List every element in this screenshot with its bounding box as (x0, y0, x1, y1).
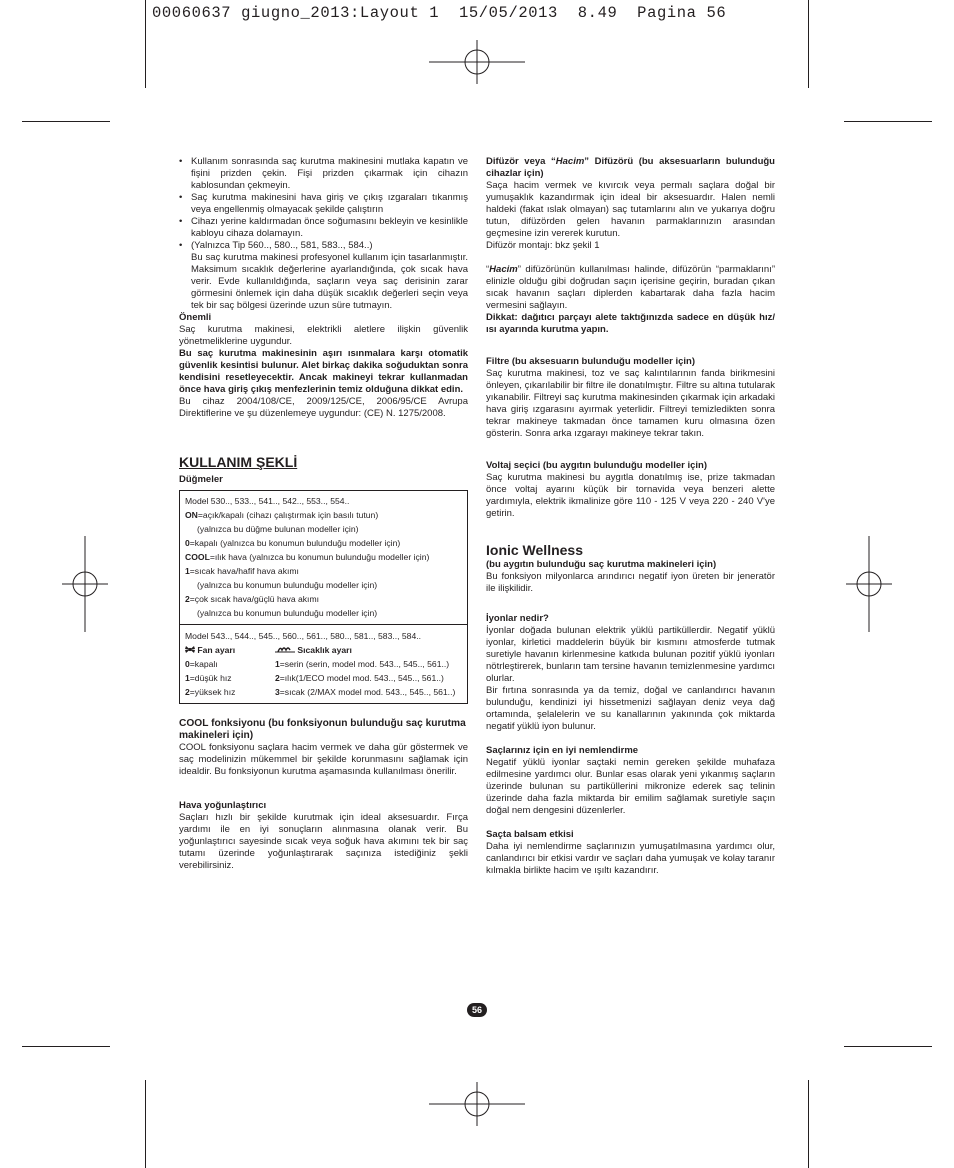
registration-mark-icon (846, 536, 892, 632)
heading-voltaj: Voltaj seçici (bu aygıtın bulunduğu modeller için) (486, 460, 707, 471)
control-text: =sıcak (2/MAX model mod. 543.., 545.., 561..) (279, 687, 456, 697)
paragraph: Difüzör montajı: bkz şekil 1 (486, 240, 600, 251)
text-part-italic: Hacim (489, 264, 518, 275)
fan-icon (185, 645, 195, 654)
control-key: 2 (185, 594, 190, 604)
control-text: =sıcak hava/hafif hava akımı (189, 566, 299, 576)
control-note: (yalnızca bu konumun bulunduğu modeller için) (197, 580, 378, 590)
crop-mark (808, 0, 809, 88)
heading-sac: Saçlarınız için en iyi nemlendirme (486, 745, 639, 756)
paragraph: Daha iyi nemlendirme saçlarınızın yumuşatılmasına yardımcı olur, canlandırıcı bir etkisi vardır ve saçları daha yumuşak ve kolay taranır kılmakla birlikte hacim ve ışıltı kazandırır. (486, 841, 775, 876)
fan-row (185, 685, 275, 699)
control-row (185, 592, 462, 606)
crop-mark (22, 1046, 110, 1047)
heat-row (275, 685, 462, 699)
warning-paragraph: Bu saç kurutma makinesinin aşırı ısınmalara karşı otomatik güvenlik kesintisi bulunur. Alet birkaç dakika soğuduktan sonra kendisini resetleyecektir. Ancak makineyi tekrar kullanmadan önce hava giriş çıkış menfezlerinin temiz olduğuna dikkat edin. (179, 348, 468, 395)
heading-hava: Hava yoğunlaştırıcı (179, 800, 267, 811)
fan-row (185, 657, 275, 671)
list-item-body: Bu saç kurutma makinesi profesyonel kullanım için tasarlanmıştır. Maksimum sıcaklık değerlerine ayarlandığında, çok sıcak hava verir. Evde kullanıldığında, saçların veya saç derisinin zarar görmesini önlemek için daha düşük sıcaklık değerleri seçin veya tek bir saç bölgesi üzerinde uzun süre tutmayın. (191, 252, 468, 311)
heading-balsam: Saçta balsam etkisi (486, 829, 574, 840)
settings-grid (185, 643, 462, 699)
heat-row (275, 671, 462, 685)
control-key: ON (185, 510, 198, 520)
paragraph: Bir fırtına sonrasında ya da temiz, doğal ve canlandırıcı havanın bulunduğu, kendinizi iyi hissetmenizi sağlayan deniz veya dağ ortamında, şelalelerin ve su kanallarının yakınında çok miktarda negatif yüklü iyon bulunur. (486, 685, 775, 732)
heat-icon (275, 645, 295, 654)
right-column (486, 156, 775, 877)
crop-mark (844, 121, 932, 122)
control-note: (yalnızca bu düğme bulunan modeller için) (197, 524, 359, 534)
paragraph: Saç kurutma makinesi bu aygıtla donatılmış ise, prize takmadan önce voltaj ayarını küçük bir tornavida veya benzeri alette yardımıyla, elektrik ikmalinize göre 110 - 125 V veya 220 - 240 V'ye getirin. (486, 472, 775, 519)
fan-header (185, 643, 275, 657)
section-title: Ionic Wellness (486, 542, 583, 558)
warning-paragraph: Dikkat: dağıtıcı parçayı alete taktığınızda sadece en düşük hız/ısı ayarında kurutma yapın. (486, 312, 775, 335)
section-title: KULLANIM ŞEKLİ (179, 454, 298, 470)
heading-iyon: İyonlar nedir? (486, 613, 549, 624)
heading-ionic-sub: (bu aygıtın bulunduğu saç kurutma makineleri için) (486, 559, 717, 570)
paragraph: İyonlar doğada bulunan elektrik yüklü partiküllerdir. Negatif yüklü iyonlar, kirletici maddelerin büyük bir kısmını atmosferde tutmak suretiyle havanın kirlenmesine katkıda bulunan pozitif yüklü iyonları nötrleştirerek, bunların tam tersine havanın temizlenmesine yardımcı olurlar. (486, 625, 775, 684)
control-text: =serin (serin, model mod. 543.., 545.., 561..) (279, 659, 450, 669)
heading-cool: COOL fonksiyonu (bu fonksiyonun bulunduğu saç kurutma makineleri için) (179, 718, 466, 741)
model-list: Model 543.., 544.., 545.., 560.., 561.., 580.., 581.., 583.., 584.. (185, 631, 422, 641)
heading-onemli: Önemli (179, 312, 212, 323)
heading-part: ” Difüzörü (bu aksesuarların bulunduğu cihazlar için) (486, 156, 775, 179)
control-text: =çok sıcak hava/güçlü hava akımı (189, 594, 319, 604)
control-key: 2 (185, 687, 190, 697)
text-part: “ (486, 264, 490, 275)
registration-mark-icon (429, 1082, 525, 1126)
control-key: 2 (275, 673, 280, 683)
page-number: 56 (467, 1003, 487, 1017)
list-item: • Cihazı yerine kaldırmadan önce soğumasını bekleyin ve kesinlikle kabloyu cihaza dolamayın. (179, 216, 468, 240)
control-text: =ılık hava (yalnızca bu konumun bulunduğu modeller için) (209, 552, 430, 562)
control-note: (yalnızca bu konumun bulunduğu modeller için) (197, 608, 378, 618)
heading-part-italic: Hacim (555, 156, 585, 167)
list-item: • (Yalnızca Tip 560.., 580.., 581, 583.., 584..) (179, 240, 468, 252)
paragraph: Saça hacim vermek ve kıvırcık veya permalı saçlara doğal bir yumuşaklık kazandırmak için ideal bir aksesuardır. Halen nemli haldeki (fakat ıslak olmayan) saç tutamlarını alın ve yukarıya doğru tutun, difüzörden gelen havanın parmaklarınızın arasından geçmesine izin vererek kurutun. (486, 180, 775, 239)
paragraph: Saç kurutma makinesi, elektrikli aletlere ilişkin güvenlik yönetmeliklerine uygundur. (179, 324, 468, 347)
heading-dugmeler: Düğmeler (179, 474, 223, 485)
text-part: ” difüzörünün kullanılması halinde, difüzörün “parmaklarını” elinizle olduğu gibi doğrudan saçın içerisine geçirin, buradan çıkan sıcak havanın saçları diplerden kabartarak daha fazla hacim vermesini sağlayın. (486, 264, 775, 311)
left-column (179, 156, 468, 872)
registration-mark-icon (62, 536, 108, 632)
controls-box-2 (179, 625, 468, 704)
control-key: COOL (185, 552, 210, 562)
print-slug: 00060637 giugno_2013:Layout 1 15/05/2013 8.49 Pagina 56 (152, 4, 727, 22)
controls-box (179, 490, 468, 625)
control-key: 1 (275, 659, 280, 669)
heading-filtre: Filtre (bu aksesuarın bulunduğu modeller için) (486, 356, 696, 367)
heat-label: Sıcaklık ayarı (297, 645, 352, 655)
paragraph: Saç kurutma makinesi, toz ve saç kalıntılarının fanda birikmesini önleyen, çıkarılabilir bir filtre ile donatılmıştır. Filtre su altına tutularak yıkanabilir. Filtreyi saç kurutma makinesinden çıkarmak için arkadaki hava giriş ızgarasını ayırmak yeterlidir. Filtreyi temizledikten sonra tekrar makineye takmadan önce tamamen kuru olmasına özen gösterin. Sonra arka ızgarayı makineye tekrar takın. (486, 368, 775, 439)
fan-row (185, 671, 275, 685)
control-text: =yüksek hız (189, 687, 236, 697)
control-key: 1 (185, 673, 190, 683)
paragraph: COOL fonksiyonu saçlara hacim vermek ve daha gür göstermek ve saç modelinizin mükemmel bir şekilde korunmasını sağlamak için idealdir. Bu fonksiyonun kurutma aşamasında kullanılması önerilir. (179, 742, 468, 777)
paragraph: Saçları hızlı bir şekilde kurutmak için ideal aksesuardır. Fırça yardımı ile en iyi sonuçların alınmasına olanak verir. Bu yoğunlaştırıcı sayesinde sıcak veya soğuk hava akımını tek bir saç tutamı üzerinde yoğunlaştırarak saçınıza istediğiniz şekli verebilirsiniz. (179, 812, 468, 871)
control-key: 0 (185, 538, 190, 548)
model-list: Model 530.., 533.., 541.., 542.., 553.., 554.. (185, 496, 350, 506)
control-text: =kapalı (yalnızca bu konumun bulunduğu modeller için) (189, 538, 401, 548)
paragraph (486, 264, 775, 312)
paragraph: Bu fonksiyon milyonlarca arındırıcı negatif iyon üreten bir jeneratör ile ilişkilidir. (486, 571, 775, 594)
control-key: 0 (185, 659, 190, 669)
control-row (185, 536, 462, 550)
control-row (185, 550, 462, 564)
fan-label: Fan ayarı (197, 645, 236, 655)
control-text: =açık/kapalı (cihazı çalıştırmak için basılı tutun) (197, 510, 379, 520)
control-text: =düşük hız (189, 673, 232, 683)
control-row (185, 564, 462, 578)
list-item: • Kullanım sonrasında saç kurutma makinesini mutlaka kapatın ve fişini prizden çekin. Fişi prizden çıkarmak için cihazın kablosundan çekmeyin. (179, 156, 468, 192)
crop-mark (844, 1046, 932, 1047)
control-text: =ılık(1/ECO model mod. 543.., 545.., 561..) (279, 673, 444, 683)
paragraph: Bu cihaz 2004/108/CE, 2009/125/CE, 2006/95/CE Avrupa Direktiflerine ve şu düzenlemeye uygundur: (CE) N. 1275/2008. (179, 396, 468, 419)
control-key: 1 (185, 566, 190, 576)
crop-mark (145, 0, 146, 88)
control-key: 3 (275, 687, 280, 697)
control-row (185, 508, 462, 522)
crop-mark (22, 121, 110, 122)
heading-part: Difüzör veya “ (486, 156, 556, 167)
control-text: =kapalı (189, 659, 218, 669)
registration-mark-icon (429, 40, 525, 84)
heat-row (275, 657, 462, 671)
crop-mark (808, 1080, 809, 1168)
paragraph: Negatif yüklü iyonlar saçtaki nemin gereken şekilde muhafaza edilmesine yardımcı olur. Bunlar esas olarak yeni yıkanmış saçların üzerinde bulunan su partiküllerini mikronize ederek saç telinin üzerinde daha fazla miktarda bir emilim sağlamak suretiyle saçın doğal nem dengesini düzenlerler. (486, 757, 775, 816)
heat-header (275, 643, 462, 657)
heading-difuzor (486, 156, 775, 180)
list-item: • Saç kurutma makinesini hava giriş ve çıkış ızgaraları tıkanmış veya engellenmiş olmayacak şekilde çalıştırın (179, 192, 468, 216)
crop-mark (145, 1080, 146, 1168)
